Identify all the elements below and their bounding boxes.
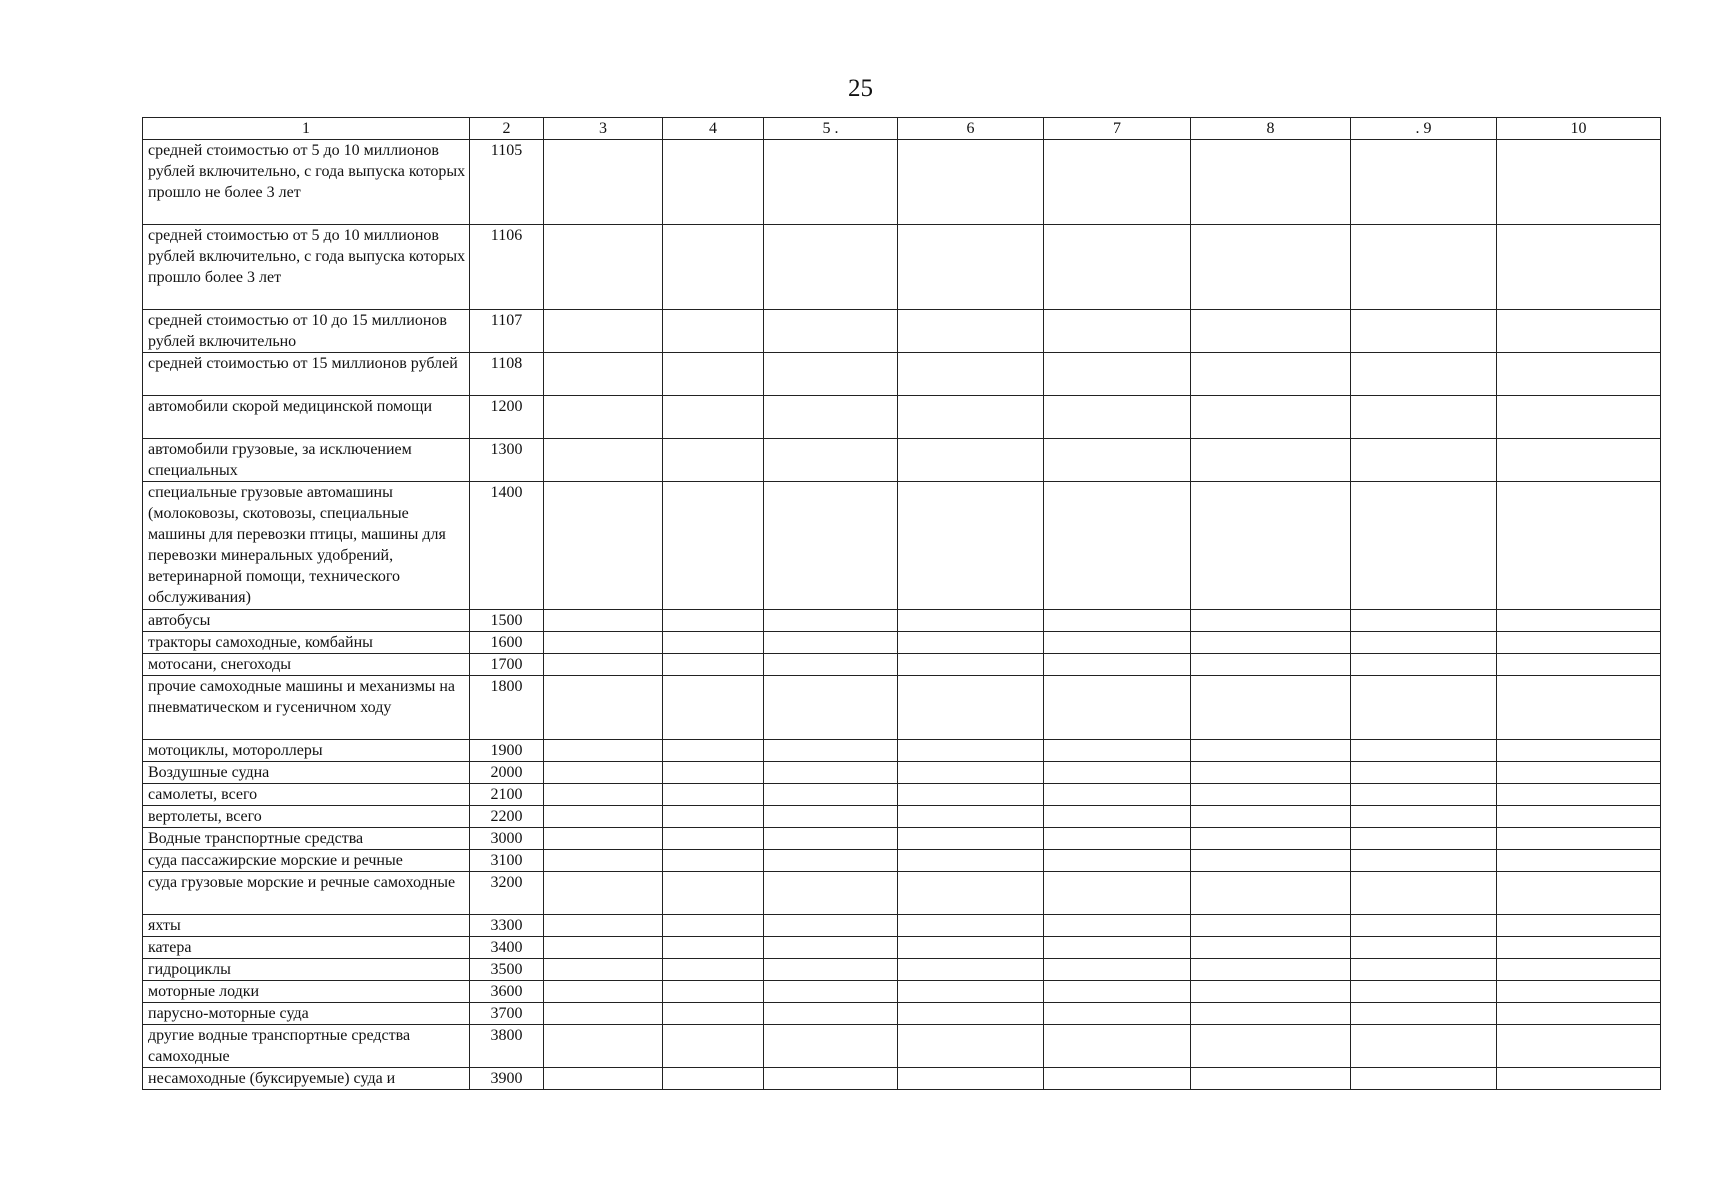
row-code: 1400 — [470, 482, 544, 610]
empty-cell — [764, 439, 898, 482]
empty-cell — [1351, 806, 1497, 828]
empty-cell — [1351, 850, 1497, 872]
empty-cell — [764, 225, 898, 310]
empty-cell — [1044, 915, 1191, 937]
empty-cell — [764, 310, 898, 353]
empty-cell — [544, 610, 663, 632]
empty-cell — [544, 1068, 663, 1090]
row-code: 1200 — [470, 396, 544, 439]
empty-cell — [1044, 806, 1191, 828]
table-row — [143, 396, 1661, 439]
row-code: 3700 — [470, 1003, 544, 1025]
empty-cell — [1044, 762, 1191, 784]
empty-cell — [1044, 482, 1191, 610]
empty-cell — [1044, 676, 1191, 740]
empty-cell — [1351, 439, 1497, 482]
empty-cell — [1351, 654, 1497, 676]
empty-cell — [764, 784, 898, 806]
row-code: 2000 — [470, 762, 544, 784]
empty-cell — [1351, 828, 1497, 850]
empty-cell — [898, 915, 1044, 937]
empty-cell — [1497, 828, 1661, 850]
empty-cell — [1191, 1068, 1351, 1090]
row-name: Воздушные судна — [143, 762, 470, 784]
table-row — [143, 654, 1661, 676]
row-code: 3400 — [470, 937, 544, 959]
empty-cell — [544, 676, 663, 740]
row-code: 3600 — [470, 981, 544, 1003]
empty-cell — [1351, 225, 1497, 310]
empty-cell — [663, 632, 764, 654]
row-code: 3800 — [470, 1025, 544, 1068]
empty-cell — [1351, 353, 1497, 396]
row-code: 2200 — [470, 806, 544, 828]
empty-cell — [764, 828, 898, 850]
empty-cell — [764, 937, 898, 959]
empty-cell — [544, 439, 663, 482]
empty-cell — [1191, 784, 1351, 806]
empty-cell — [1191, 872, 1351, 915]
empty-cell — [544, 310, 663, 353]
row-name: автомобили скорой медицинской помощи — [143, 396, 470, 439]
column-number: . 9 — [1351, 118, 1497, 140]
empty-cell — [764, 850, 898, 872]
empty-cell — [1497, 676, 1661, 740]
empty-cell — [1497, 1003, 1661, 1025]
column-number: 6 — [898, 118, 1044, 140]
row-name: автобусы — [143, 610, 470, 632]
table-row — [143, 959, 1661, 981]
row-code: 3100 — [470, 850, 544, 872]
empty-cell — [544, 396, 663, 439]
empty-cell — [663, 610, 764, 632]
row-name: самолеты, всего — [143, 784, 470, 806]
empty-cell — [663, 310, 764, 353]
table-row — [143, 1068, 1661, 1090]
empty-cell — [1497, 225, 1661, 310]
empty-cell — [1351, 740, 1497, 762]
empty-cell — [1351, 482, 1497, 610]
table-row — [143, 1003, 1661, 1025]
empty-cell — [544, 784, 663, 806]
empty-cell — [898, 610, 1044, 632]
empty-cell — [1044, 396, 1191, 439]
empty-cell — [1351, 937, 1497, 959]
empty-cell — [544, 654, 663, 676]
empty-cell — [1351, 610, 1497, 632]
table-row — [143, 740, 1661, 762]
empty-cell — [1044, 1068, 1191, 1090]
row-code: 2100 — [470, 784, 544, 806]
empty-cell — [764, 632, 898, 654]
empty-cell — [544, 872, 663, 915]
empty-cell — [544, 740, 663, 762]
empty-cell — [663, 439, 764, 482]
empty-cell — [1191, 1025, 1351, 1068]
empty-cell — [898, 1068, 1044, 1090]
empty-cell — [1044, 981, 1191, 1003]
empty-cell — [544, 762, 663, 784]
empty-cell — [898, 439, 1044, 482]
empty-cell — [1497, 140, 1661, 225]
empty-cell — [1191, 828, 1351, 850]
empty-cell — [1044, 1025, 1191, 1068]
row-code: 1900 — [470, 740, 544, 762]
empty-cell — [663, 784, 764, 806]
row-name: средней стоимостью от 10 до 15 миллионов рублей включительно — [143, 310, 470, 353]
row-name: средней стоимостью от 15 миллионов рублей — [143, 353, 470, 396]
empty-cell — [898, 654, 1044, 676]
empty-cell — [544, 353, 663, 396]
empty-cell — [1351, 140, 1497, 225]
row-code: 1300 — [470, 439, 544, 482]
empty-cell — [764, 981, 898, 1003]
column-number: 10 — [1497, 118, 1661, 140]
empty-cell — [663, 140, 764, 225]
empty-cell — [1497, 310, 1661, 353]
empty-cell — [1191, 353, 1351, 396]
empty-cell — [898, 850, 1044, 872]
empty-cell — [898, 981, 1044, 1003]
row-name: тракторы самоходные, комбайны — [143, 632, 470, 654]
empty-cell — [1497, 762, 1661, 784]
empty-cell — [1191, 632, 1351, 654]
row-name: другие водные транспортные средства самоходные — [143, 1025, 470, 1068]
row-code: 3200 — [470, 872, 544, 915]
empty-cell — [1044, 353, 1191, 396]
empty-cell — [898, 1025, 1044, 1068]
empty-cell — [898, 225, 1044, 310]
empty-cell — [1497, 740, 1661, 762]
empty-cell — [898, 140, 1044, 225]
empty-cell — [663, 937, 764, 959]
table-row — [143, 632, 1661, 654]
row-name: мотоциклы, мотороллеры — [143, 740, 470, 762]
table-row — [143, 872, 1661, 915]
empty-cell — [1044, 140, 1191, 225]
empty-cell — [1191, 140, 1351, 225]
empty-cell — [898, 762, 1044, 784]
row-code: 3000 — [470, 828, 544, 850]
empty-cell — [1497, 654, 1661, 676]
empty-cell — [663, 828, 764, 850]
empty-cell — [663, 353, 764, 396]
empty-cell — [1191, 396, 1351, 439]
row-code: 1500 — [470, 610, 544, 632]
empty-cell — [663, 850, 764, 872]
empty-cell — [898, 806, 1044, 828]
empty-cell — [663, 959, 764, 981]
column-number: 7 — [1044, 118, 1191, 140]
empty-cell — [1351, 1068, 1497, 1090]
empty-cell — [764, 1025, 898, 1068]
empty-cell — [663, 1003, 764, 1025]
row-code: 3900 — [470, 1068, 544, 1090]
empty-cell — [1191, 850, 1351, 872]
empty-cell — [1044, 937, 1191, 959]
row-name: катера — [143, 937, 470, 959]
table-row — [143, 1025, 1661, 1068]
row-name: мотосани, снегоходы — [143, 654, 470, 676]
column-number: 4 — [663, 118, 764, 140]
empty-cell — [1497, 482, 1661, 610]
empty-cell — [1497, 915, 1661, 937]
row-name: гидроциклы — [143, 959, 470, 981]
table-row — [143, 310, 1661, 353]
empty-cell — [1191, 676, 1351, 740]
empty-cell — [898, 828, 1044, 850]
row-name: яхты — [143, 915, 470, 937]
empty-cell — [1044, 439, 1191, 482]
empty-cell — [663, 872, 764, 915]
empty-cell — [764, 915, 898, 937]
row-code: 1800 — [470, 676, 544, 740]
empty-cell — [1044, 740, 1191, 762]
empty-cell — [1044, 959, 1191, 981]
empty-cell — [544, 981, 663, 1003]
empty-cell — [663, 225, 764, 310]
empty-cell — [764, 353, 898, 396]
empty-cell — [544, 850, 663, 872]
empty-cell — [1044, 654, 1191, 676]
empty-cell — [1044, 850, 1191, 872]
empty-cell — [1351, 981, 1497, 1003]
empty-cell — [1044, 784, 1191, 806]
empty-cell — [1351, 1003, 1497, 1025]
empty-cell — [663, 1068, 764, 1090]
row-code: 3300 — [470, 915, 544, 937]
row-code: 1600 — [470, 632, 544, 654]
empty-cell — [1351, 396, 1497, 439]
empty-cell — [898, 872, 1044, 915]
empty-cell — [898, 676, 1044, 740]
empty-cell — [898, 937, 1044, 959]
empty-cell — [1351, 676, 1497, 740]
row-name: суда грузовые морские и речные самоходные — [143, 872, 470, 915]
empty-cell — [544, 482, 663, 610]
column-number: 8 — [1191, 118, 1351, 140]
empty-cell — [1497, 806, 1661, 828]
empty-cell — [1497, 632, 1661, 654]
empty-cell — [898, 353, 1044, 396]
empty-cell — [898, 959, 1044, 981]
row-name: специальные грузовые автомашины (молоковозы, скотовозы, специальные машины для перевозки птицы, машины для перевозки минеральных удобрений, ветеринарной помощи, технического обслуживания) — [143, 482, 470, 610]
row-code: 1106 — [470, 225, 544, 310]
empty-cell — [898, 1003, 1044, 1025]
empty-cell — [764, 610, 898, 632]
empty-cell — [1191, 806, 1351, 828]
empty-cell — [1351, 632, 1497, 654]
page-number: 25 — [848, 75, 873, 102]
row-code: 1107 — [470, 310, 544, 353]
empty-cell — [764, 959, 898, 981]
empty-cell — [764, 872, 898, 915]
table-row — [143, 482, 1661, 610]
empty-cell — [544, 915, 663, 937]
empty-cell — [1044, 610, 1191, 632]
table-row — [143, 828, 1661, 850]
empty-cell — [1044, 632, 1191, 654]
empty-cell — [1191, 762, 1351, 784]
table-row — [143, 806, 1661, 828]
empty-cell — [663, 981, 764, 1003]
empty-cell — [1044, 310, 1191, 353]
table-row — [143, 140, 1661, 225]
empty-cell — [898, 632, 1044, 654]
empty-cell — [544, 1003, 663, 1025]
empty-cell — [1191, 937, 1351, 959]
empty-cell — [764, 1003, 898, 1025]
row-name: средней стоимостью от 5 до 10 миллионов рублей включительно, с года выпуска которых прошло не более 3 лет — [143, 140, 470, 225]
empty-cell — [898, 784, 1044, 806]
empty-cell — [764, 740, 898, 762]
empty-cell — [663, 806, 764, 828]
row-name: вертолеты, всего — [143, 806, 470, 828]
empty-cell — [544, 959, 663, 981]
empty-cell — [1044, 828, 1191, 850]
empty-cell — [1191, 654, 1351, 676]
empty-cell — [1497, 981, 1661, 1003]
table-row — [143, 762, 1661, 784]
column-number-row — [143, 118, 1661, 140]
row-code: 1700 — [470, 654, 544, 676]
table-row — [143, 610, 1661, 632]
empty-cell — [1351, 915, 1497, 937]
empty-cell — [898, 310, 1044, 353]
table-row — [143, 353, 1661, 396]
empty-cell — [1044, 1003, 1191, 1025]
empty-cell — [544, 1025, 663, 1068]
row-name: парусно-моторные суда — [143, 1003, 470, 1025]
empty-cell — [544, 937, 663, 959]
empty-cell — [544, 140, 663, 225]
table-row — [143, 981, 1661, 1003]
empty-cell — [764, 482, 898, 610]
empty-cell — [1191, 610, 1351, 632]
empty-cell — [764, 1068, 898, 1090]
empty-cell — [544, 828, 663, 850]
empty-cell — [1497, 1068, 1661, 1090]
column-number: 3 — [544, 118, 663, 140]
empty-cell — [1497, 439, 1661, 482]
empty-cell — [1351, 872, 1497, 915]
row-code: 1108 — [470, 353, 544, 396]
empty-cell — [1497, 1025, 1661, 1068]
empty-cell — [898, 482, 1044, 610]
empty-cell — [1191, 740, 1351, 762]
empty-cell — [663, 740, 764, 762]
vehicle-form-table — [142, 117, 1661, 1090]
empty-cell — [1191, 1003, 1351, 1025]
row-name: Водные транспортные средства — [143, 828, 470, 850]
empty-cell — [663, 676, 764, 740]
table-body — [143, 118, 1661, 1090]
column-number: 1 — [143, 118, 470, 140]
empty-cell — [1044, 225, 1191, 310]
empty-cell — [663, 396, 764, 439]
row-name: суда пассажирские морские и речные — [143, 850, 470, 872]
empty-cell — [1044, 872, 1191, 915]
table-row — [143, 784, 1661, 806]
empty-cell — [663, 762, 764, 784]
empty-cell — [1497, 937, 1661, 959]
row-name: несамоходные (буксируемые) суда и — [143, 1068, 470, 1090]
empty-cell — [1191, 310, 1351, 353]
table-row — [143, 850, 1661, 872]
row-name: прочие самоходные машины и механизмы на пневматическом и гусеничном ходу — [143, 676, 470, 740]
empty-cell — [1191, 915, 1351, 937]
empty-cell — [1351, 1025, 1497, 1068]
empty-cell — [1351, 959, 1497, 981]
empty-cell — [764, 396, 898, 439]
empty-cell — [544, 632, 663, 654]
empty-cell — [898, 396, 1044, 439]
empty-cell — [1497, 959, 1661, 981]
empty-cell — [1191, 225, 1351, 310]
empty-cell — [1191, 482, 1351, 610]
empty-cell — [1351, 310, 1497, 353]
empty-cell — [764, 806, 898, 828]
empty-cell — [1191, 981, 1351, 1003]
empty-cell — [764, 654, 898, 676]
empty-cell — [544, 806, 663, 828]
table-row — [143, 225, 1661, 310]
empty-cell — [764, 762, 898, 784]
empty-cell — [1497, 850, 1661, 872]
empty-cell — [1191, 439, 1351, 482]
empty-cell — [764, 140, 898, 225]
empty-cell — [1497, 784, 1661, 806]
empty-cell — [544, 225, 663, 310]
empty-cell — [1497, 353, 1661, 396]
row-code: 1105 — [470, 140, 544, 225]
row-name: автомобили грузовые, за исключением специальных — [143, 439, 470, 482]
column-number: 2 — [470, 118, 544, 140]
empty-cell — [663, 654, 764, 676]
row-name: моторные лодки — [143, 981, 470, 1003]
empty-cell — [764, 676, 898, 740]
table-row — [143, 676, 1661, 740]
table-row — [143, 937, 1661, 959]
row-code: 3500 — [470, 959, 544, 981]
empty-cell — [1351, 762, 1497, 784]
column-number: 5 . — [764, 118, 898, 140]
empty-cell — [1191, 959, 1351, 981]
empty-cell — [663, 915, 764, 937]
empty-cell — [663, 482, 764, 610]
table-row — [143, 439, 1661, 482]
empty-cell — [663, 1025, 764, 1068]
empty-cell — [1497, 610, 1661, 632]
empty-cell — [1497, 396, 1661, 439]
empty-cell — [1497, 872, 1661, 915]
empty-cell — [898, 740, 1044, 762]
empty-cell — [1351, 784, 1497, 806]
row-name: средней стоимостью от 5 до 10 миллионов рублей включительно, с года выпуска которых прошло более 3 лет — [143, 225, 470, 310]
table-row — [143, 915, 1661, 937]
